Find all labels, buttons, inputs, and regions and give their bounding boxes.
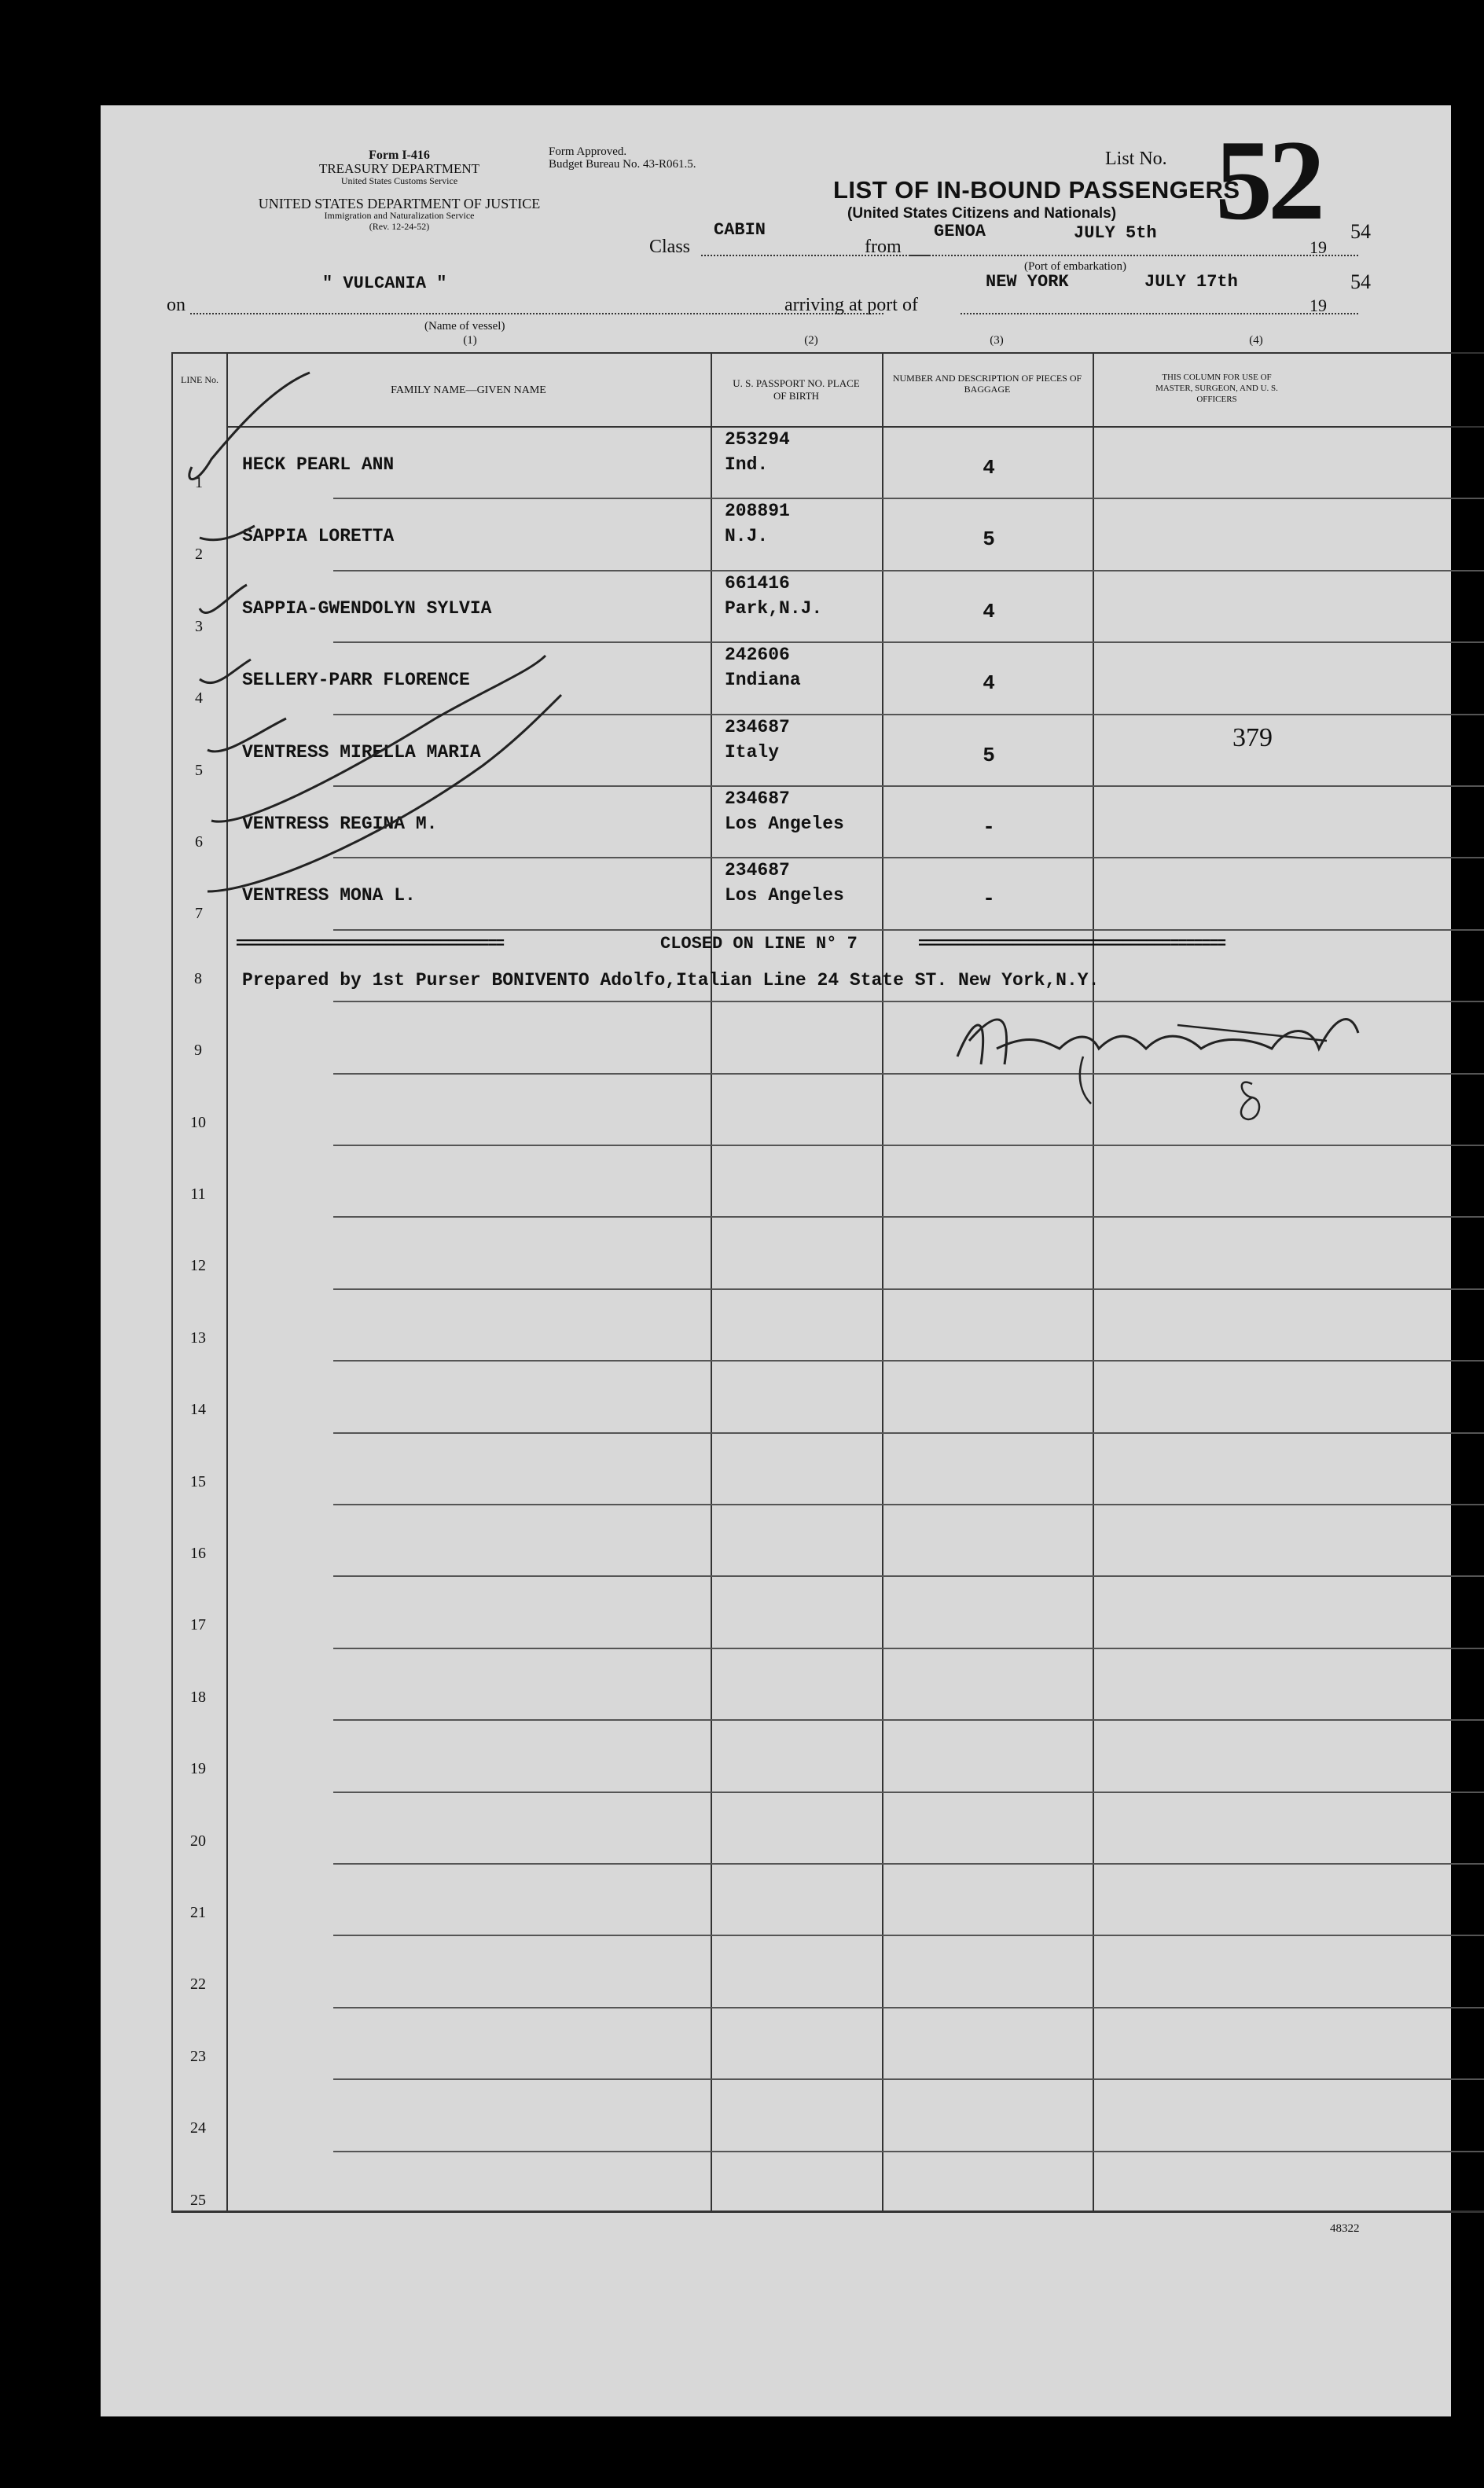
justice-department: UNITED STATES DEPARTMENT OF JUSTICE [258, 196, 541, 211]
passenger-name: VENTRESS MONA L. [242, 885, 416, 906]
line-number: 6 [195, 833, 203, 851]
row-rule [333, 1432, 1484, 1434]
row-rule [333, 2007, 1484, 2008]
budget-bureau: Budget Bureau No. 43-R061.5. [549, 158, 696, 171]
arrival-fill-line [961, 313, 1358, 314]
treasury-department: TREASURY DEPARTMENT [318, 161, 480, 176]
revision-date: (Rev. 12-24-52) [369, 221, 430, 232]
place-of-birth: Ind. [725, 454, 769, 475]
line-number: 14 [190, 1401, 206, 1418]
table-top-border [171, 352, 1484, 354]
line-number: 8 [194, 970, 202, 987]
row-rule [333, 1575, 1484, 1577]
passenger-name: VENTRESS MIRELLA MARIA [242, 742, 481, 763]
officer-signature [942, 994, 1382, 1127]
passenger-manifest-page [101, 105, 1451, 2416]
year-prefix: 19 [1310, 237, 1327, 257]
on-label: on [167, 295, 186, 315]
line-number: 2 [195, 546, 203, 563]
ins-service: Immigration and Naturalization Service [324, 210, 475, 221]
line-number: 20 [190, 1832, 206, 1850]
passport-number: 253294 [725, 429, 790, 450]
prepared-by-note: Prepared by 1st Purser BONIVENTO Adolfo,Italian Line 24 State ST. New York,N.Y. [242, 970, 1100, 990]
column-number: (1) [463, 334, 477, 347]
row-rule [333, 2078, 1484, 2080]
year-prefix: 19 [1310, 296, 1327, 315]
row-rule [333, 1145, 1484, 1146]
passport-number: 208891 [725, 501, 790, 521]
from-fill-line [910, 255, 1358, 256]
officer-note: 379 [1232, 723, 1273, 752]
embark-date: JULY 5th [1074, 223, 1157, 243]
line-number: 1 [195, 474, 203, 491]
place-of-birth: Indiana [725, 670, 801, 690]
binder-hole [64, 322, 102, 360]
row-rule [333, 1719, 1484, 1721]
line-number: 25 [190, 2192, 206, 2209]
passenger-name: SAPPIA LORETTA [242, 526, 395, 546]
line-number: 16 [190, 1545, 206, 1562]
arrival-port: NEW YORK [986, 272, 1069, 292]
print-code: 48322 [1330, 2222, 1360, 2235]
line-number: 7 [195, 905, 203, 922]
embark-port: GENOA [934, 222, 986, 241]
line-number: 17 [190, 1616, 206, 1634]
passenger-name: SAPPIA-GWENDOLYN SYLVIA [242, 598, 492, 619]
line-number: 24 [190, 2119, 206, 2137]
line-number: 4 [195, 689, 203, 707]
vessel-name: " VULCANIA " [322, 274, 447, 293]
passport-header: U. S. PASSPORT NO. PLACE OF BIRTH [733, 377, 860, 402]
baggage-count: 4 [983, 671, 995, 695]
row-rule [333, 1504, 1484, 1505]
baggage-count: - [983, 887, 995, 910]
passenger-name: VENTRESS REGINA M. [242, 814, 438, 834]
arriving-label: arriving at port of [784, 295, 918, 315]
line-number: 22 [190, 1975, 206, 1993]
vessel-fill-line [190, 313, 883, 314]
row-rule [333, 1863, 1484, 1865]
line-number: 13 [190, 1329, 206, 1347]
line-number: 11 [190, 1185, 206, 1203]
place-of-birth: Los Angeles [725, 885, 844, 906]
year-value: 54 [1350, 220, 1371, 243]
arrival-date: JULY 17th [1144, 272, 1238, 292]
customs-service: United States Customs Service [340, 175, 458, 186]
baggage-count: 5 [983, 744, 995, 767]
baggage-count: 4 [983, 600, 995, 623]
line-number: 5 [195, 762, 203, 779]
class-label: Class [649, 237, 691, 257]
baggage-header: NUMBER AND DESCRIPTION OF PIECES OF BAGGAGE [892, 373, 1082, 395]
name-header: FAMILY NAME—GIVEN NAME [391, 384, 546, 396]
column-number: (2) [804, 334, 818, 347]
row-rule [333, 1216, 1484, 1218]
closed-dash-right: ======================================= [918, 935, 1225, 954]
line-number: 15 [190, 1473, 206, 1490]
year-value: 54 [1350, 270, 1371, 293]
officers-header: THIS COLUMN FOR USE OF MASTER, SURGEON, AND U. S. OFFICERS [1155, 373, 1278, 404]
passport-number: 234687 [725, 860, 790, 880]
closed-dash-left: ================================== [236, 935, 504, 954]
place-of-birth: N.J. [725, 526, 769, 546]
list-number: 52 [1215, 116, 1321, 244]
baggage-count: - [983, 815, 995, 839]
baggage-count: 4 [983, 456, 995, 480]
row-rule [333, 1360, 1484, 1362]
passport-number: 661416 [725, 573, 790, 594]
line-number: 21 [190, 1904, 206, 1921]
row-rule [333, 2151, 1484, 2152]
line-number: 3 [195, 618, 203, 635]
form-approved: Form Approved. [549, 145, 627, 158]
row-rule [333, 1792, 1484, 1793]
column-number: (3) [990, 334, 1004, 347]
row-rule [333, 1648, 1484, 1649]
embark-caption: (Port of embarkation) [1024, 260, 1126, 273]
line-number: 10 [190, 1114, 206, 1131]
review-check-marks [176, 357, 773, 1033]
place-of-birth: Italy [725, 742, 780, 763]
passport-number: 234687 [725, 717, 790, 737]
passenger-name: HECK PEARL ANN [242, 454, 395, 475]
passenger-name: SELLERY-PARR FLORENCE [242, 670, 470, 690]
line-number: 23 [190, 2048, 206, 2065]
place-of-birth: Park,N.J. [725, 598, 823, 619]
line-no-header: LINE No. [181, 374, 219, 385]
passport-number: 234687 [725, 788, 790, 809]
list-no-label: List No. [1105, 149, 1167, 169]
document-title: LIST OF IN-BOUND PASSENGERS [833, 176, 1240, 204]
line-number: 19 [190, 1760, 206, 1777]
table-bottom-border [171, 2211, 1484, 2213]
passport-number: 242606 [725, 645, 790, 665]
line-number: 12 [190, 1257, 206, 1274]
line-number: 18 [190, 1689, 206, 1706]
from-label: from [865, 237, 902, 257]
form-number: Form I-416 [369, 149, 430, 162]
row-rule [333, 1935, 1484, 1936]
baggage-count: 5 [983, 527, 995, 551]
closed-text: CLOSED ON LINE N° 7 [660, 934, 858, 954]
column-number: (4) [1249, 334, 1263, 347]
line-number: 9 [194, 1042, 202, 1059]
vessel-caption: (Name of vessel) [424, 320, 505, 333]
document-subtitle: (United States Citizens and Nationals) [847, 205, 1117, 222]
place-of-birth: Los Angeles [725, 814, 844, 834]
class-value: CABIN [714, 220, 766, 240]
row-rule [333, 1288, 1484, 1290]
